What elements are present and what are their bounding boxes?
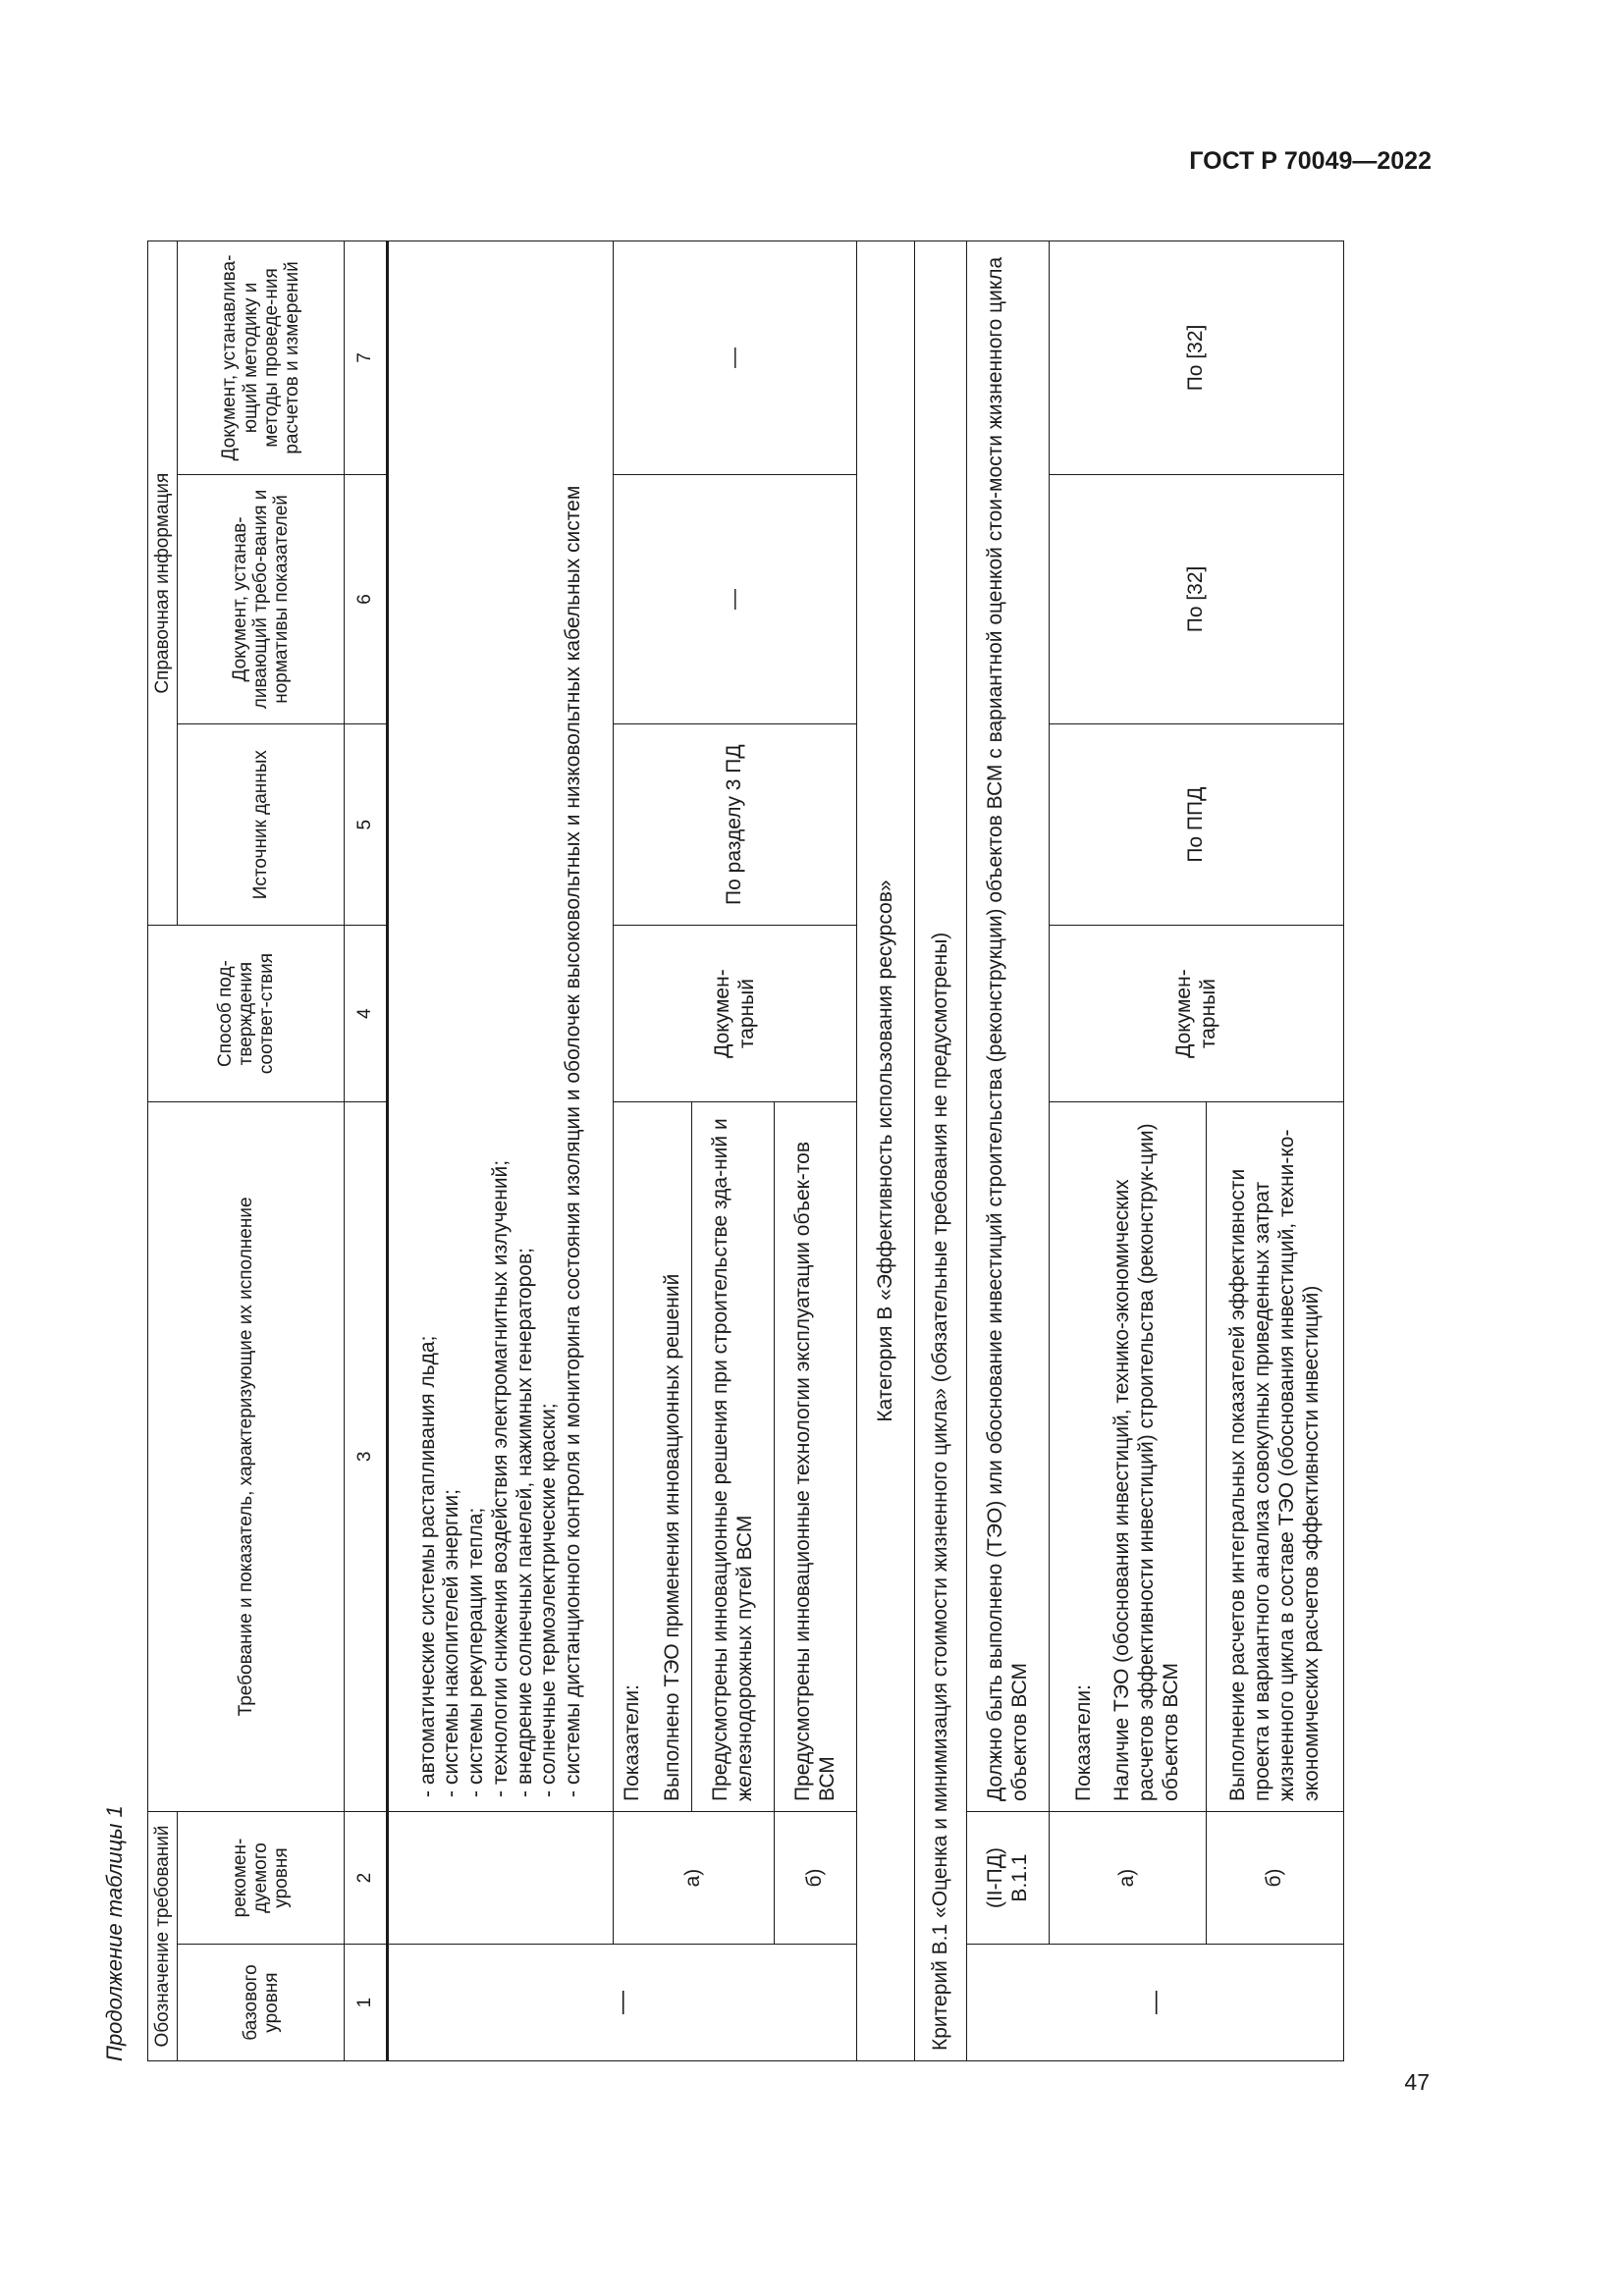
category-row: Категория В «Эффективность использования ресурсов» (857, 241, 915, 2061)
bullet-item: - солнечные термоэлектрические краски; (537, 1403, 561, 1797)
block1-row-a-text (614, 1101, 692, 1811)
block1-data-source: По разделу 3 ПД (614, 723, 857, 925)
bullet-item: - автоматические системы растапливания льда; (415, 1335, 439, 1797)
indicators-label: Показатели: (1072, 1684, 1096, 1801)
block2-doc7: По [32] (1050, 241, 1344, 475)
col-number-4: 4 (345, 926, 388, 1101)
criterion-row: Критерий В.1 «Оценка и минимизация стоимости жизненного цикла» (обязательные требования не предусмотрены) (915, 241, 967, 2061)
block1-base-dash: — (388, 1945, 857, 2061)
indicators-label: Показатели: (621, 1684, 643, 1801)
bullet-item: - технологии снижения воздействия электромагнитных излучений; (488, 1159, 512, 1797)
header-recommended-level: рекомен-дуемого уровня (178, 1811, 345, 1944)
block1-row-a-code: а) (614, 1811, 775, 1944)
block2-row-b-text: Выполнение расчетов интегральных показателей эффективности проекта и вариантного анализа совокупных приведенных затрат жизненного цикла в составе ТЭО (обоснования инвестиций, техни-ко-экономических расчетов эффективности инвестиций) (1207, 1101, 1344, 1811)
header-doc-requirements: Документ, устанав-ливающий требо-вания и нормативы показателей (178, 474, 345, 723)
table-caption: Продолжение таблицы 1 (102, 1805, 127, 2061)
bullet-item: - системы рекуперации тепла; (464, 1507, 488, 1797)
header-data-source: Источник данных (178, 723, 345, 925)
col-number-1: 1 (345, 1945, 388, 2061)
block2-row-a-text (1050, 1101, 1207, 1811)
rotated-table-page (98, 216, 1424, 2061)
col-number-2: 2 (345, 1811, 388, 1944)
block1-row-b-text: Предусмотрены инновационные технологии эксплуатации объек-тов ВСМ (775, 1101, 857, 1811)
block2-code: (II-ПД) В.1.1 (967, 1811, 1050, 1944)
block1-empty-code (388, 1811, 614, 1944)
block2-main-text: Должно быть выполнено (ТЭО) или обоснование инвестиций строительства (реконструкции) объектов ВСМ с вариантной оценкой стои-мости жизненного цикла объектов ВСМ (967, 241, 1050, 1812)
block2-row-a-code: а) (1050, 1811, 1207, 1944)
header-requirement: Требование и показатель, характеризующие их исполнение (148, 1101, 345, 1811)
page-number: 47 (1404, 2069, 1430, 2095)
block2-base-dash: — (967, 1945, 1344, 2061)
header-base-level: базового уровня (178, 1945, 345, 2061)
block1-row-b-code: б) (775, 1811, 857, 1944)
block1-doc7: — (614, 241, 857, 475)
bullet-item: - внедрение солнечных панелей, нажимных генераторов; (513, 1248, 536, 1797)
block2-confirmation: Докумен-тарный (1050, 926, 1344, 1101)
col-number-7: 7 (345, 241, 388, 475)
block1-doc6: — (614, 474, 857, 723)
block1-row-a2-text: Предусмотрены инновационные решения при строительстве зда-ний и железнодорожных путей ВСМ (692, 1101, 775, 1811)
col-number-5: 5 (345, 723, 388, 925)
header-reference-info: Справочная информация (148, 241, 178, 926)
bullet-item: - системы накопителей энергии; (440, 1489, 463, 1797)
requirements-table (147, 240, 1344, 2061)
block2-doc6: По [32] (1050, 474, 1344, 723)
block1-bullets (388, 241, 614, 1812)
col-number-6: 6 (345, 474, 388, 723)
header-designation: Обозначение требований (148, 1811, 178, 2060)
block1-confirmation: Докумен-тарный (614, 926, 857, 1101)
col-number-3: 3 (345, 1101, 388, 1811)
header-doc-methods: Документ, устанавлива-ющий методику и методы проведе-ния расчетов и измерений (178, 241, 345, 475)
document-code: ГОСТ Р 70049—2022 (1189, 147, 1432, 175)
row-a-text: Наличие ТЭО (обоснования инвестиций, технико-экономических расчетов эффективности инвестиций) строительства (реконструк-ции) объектов ВСМ (1110, 1123, 1182, 1801)
block2-row-b-code: б) (1207, 1811, 1344, 1944)
header-confirmation: Способ под-тверждения соответ-ствия (148, 926, 345, 1101)
row-a-text: Выполнено ТЭО применения инновационных решений (660, 1273, 683, 1801)
block2-data-source: По ППД (1050, 723, 1344, 925)
bullet-item: - системы дистанционного контроля и мониторинга состояния изоляции и оболочек высоковольтных и низковольтных кабельных систем (562, 485, 585, 1797)
